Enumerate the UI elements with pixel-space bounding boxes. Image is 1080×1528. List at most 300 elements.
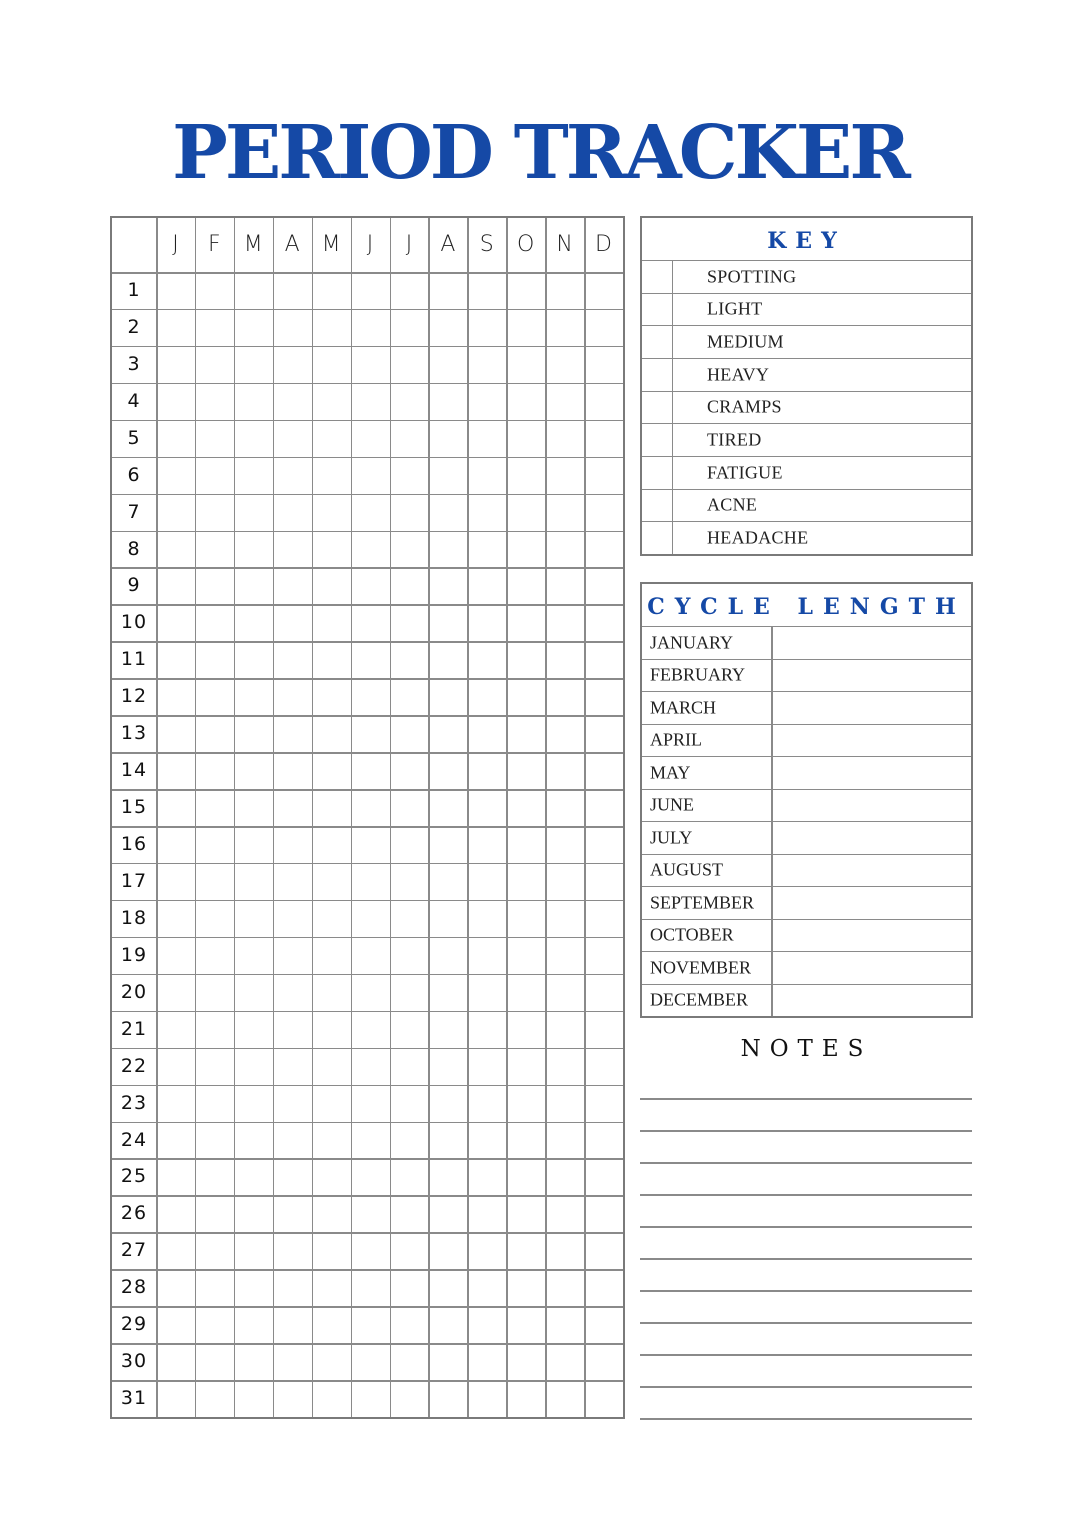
note-line[interactable] (640, 1098, 972, 1100)
tracker-cell[interactable] (391, 347, 428, 382)
tracker-cell[interactable] (469, 347, 506, 382)
tracker-cell[interactable] (158, 569, 195, 604)
tracker-cell[interactable] (235, 421, 272, 456)
tracker-cell[interactable] (469, 1234, 506, 1269)
tracker-cell[interactable] (391, 606, 428, 641)
tracker-cell[interactable] (586, 1308, 623, 1343)
tracker-cell[interactable] (430, 643, 467, 678)
tracker-cell[interactable] (274, 754, 311, 789)
tracker-cell[interactable] (313, 1012, 350, 1047)
tracker-cell[interactable] (352, 1123, 389, 1158)
tracker-cell[interactable] (352, 938, 389, 973)
tracker-cell[interactable] (274, 1049, 311, 1084)
key-color-swatch[interactable] (642, 392, 673, 424)
tracker-cell[interactable] (547, 1160, 584, 1195)
tracker-cell[interactable] (313, 606, 350, 641)
tracker-cell[interactable] (158, 791, 195, 826)
tracker-cell[interactable] (547, 274, 584, 309)
tracker-cell[interactable] (313, 1345, 350, 1380)
tracker-cell[interactable] (469, 754, 506, 789)
tracker-cell[interactable] (508, 754, 545, 789)
tracker-cell[interactable] (235, 717, 272, 752)
cycle-length-value-cell[interactable] (773, 790, 971, 822)
tracker-cell[interactable] (274, 1197, 311, 1232)
tracker-cell[interactable] (586, 828, 623, 863)
key-color-swatch[interactable] (642, 424, 673, 456)
tracker-cell[interactable] (430, 384, 467, 419)
tracker-cell[interactable] (352, 791, 389, 826)
note-line[interactable] (640, 1130, 972, 1132)
tracker-cell[interactable] (430, 347, 467, 382)
tracker-cell[interactable] (391, 1049, 428, 1084)
tracker-cell[interactable] (391, 1197, 428, 1232)
tracker-cell[interactable] (196, 347, 233, 382)
tracker-cell[interactable] (586, 901, 623, 936)
tracker-cell[interactable] (508, 1234, 545, 1269)
tracker-cell[interactable] (196, 606, 233, 641)
tracker-cell[interactable] (547, 606, 584, 641)
tracker-cell[interactable] (235, 495, 272, 530)
tracker-cell[interactable] (586, 643, 623, 678)
tracker-cell[interactable] (547, 1123, 584, 1158)
tracker-cell[interactable] (469, 1086, 506, 1121)
key-color-swatch[interactable] (642, 359, 673, 391)
tracker-cell[interactable] (196, 1086, 233, 1121)
tracker-cell[interactable] (235, 643, 272, 678)
tracker-cell[interactable] (508, 1382, 545, 1417)
tracker-cell[interactable] (430, 791, 467, 826)
cycle-length-value-cell[interactable] (773, 660, 971, 692)
tracker-cell[interactable] (352, 310, 389, 345)
tracker-cell[interactable] (391, 1382, 428, 1417)
tracker-cell[interactable] (547, 1086, 584, 1121)
tracker-cell[interactable] (508, 938, 545, 973)
tracker-cell[interactable] (508, 532, 545, 567)
tracker-cell[interactable] (430, 680, 467, 715)
tracker-cell[interactable] (391, 1308, 428, 1343)
tracker-cell[interactable] (391, 938, 428, 973)
tracker-cell[interactable] (469, 1049, 506, 1084)
tracker-cell[interactable] (196, 864, 233, 899)
tracker-cell[interactable] (235, 901, 272, 936)
tracker-cell[interactable] (196, 310, 233, 345)
tracker-cell[interactable] (391, 1234, 428, 1269)
note-line[interactable] (640, 1194, 972, 1196)
tracker-cell[interactable] (313, 901, 350, 936)
tracker-cell[interactable] (235, 1123, 272, 1158)
tracker-cell[interactable] (430, 901, 467, 936)
tracker-cell[interactable] (508, 864, 545, 899)
tracker-cell[interactable] (430, 1271, 467, 1306)
tracker-cell[interactable] (469, 274, 506, 309)
tracker-cell[interactable] (469, 791, 506, 826)
tracker-cell[interactable] (196, 938, 233, 973)
tracker-cell[interactable] (313, 384, 350, 419)
tracker-cell[interactable] (352, 1271, 389, 1306)
tracker-cell[interactable] (547, 864, 584, 899)
tracker-cell[interactable] (158, 975, 195, 1010)
tracker-cell[interactable] (430, 1308, 467, 1343)
tracker-cell[interactable] (196, 975, 233, 1010)
tracker-cell[interactable] (352, 421, 389, 456)
tracker-cell[interactable] (391, 495, 428, 530)
cycle-length-value-cell[interactable] (773, 757, 971, 789)
tracker-cell[interactable] (586, 1345, 623, 1380)
tracker-cell[interactable] (274, 347, 311, 382)
tracker-cell[interactable] (391, 532, 428, 567)
tracker-cell[interactable] (313, 717, 350, 752)
key-color-swatch[interactable] (642, 490, 673, 522)
tracker-cell[interactable] (158, 1049, 195, 1084)
tracker-cell[interactable] (196, 717, 233, 752)
tracker-cell[interactable] (469, 864, 506, 899)
tracker-cell[interactable] (508, 1123, 545, 1158)
tracker-cell[interactable] (274, 384, 311, 419)
tracker-cell[interactable] (508, 569, 545, 604)
tracker-cell[interactable] (469, 717, 506, 752)
tracker-cell[interactable] (313, 1271, 350, 1306)
tracker-cell[interactable] (430, 1234, 467, 1269)
tracker-cell[interactable] (274, 1086, 311, 1121)
tracker-cell[interactable] (508, 680, 545, 715)
tracker-cell[interactable] (547, 347, 584, 382)
tracker-cell[interactable] (158, 347, 195, 382)
tracker-cell[interactable] (508, 1197, 545, 1232)
tracker-cell[interactable] (430, 1049, 467, 1084)
note-line[interactable] (640, 1226, 972, 1228)
tracker-cell[interactable] (508, 274, 545, 309)
tracker-cell[interactable] (158, 1123, 195, 1158)
tracker-cell[interactable] (430, 274, 467, 309)
tracker-cell[interactable] (469, 1197, 506, 1232)
tracker-cell[interactable] (313, 864, 350, 899)
tracker-cell[interactable] (313, 643, 350, 678)
tracker-cell[interactable] (196, 1012, 233, 1047)
tracker-cell[interactable] (352, 1308, 389, 1343)
tracker-cell[interactable] (430, 532, 467, 567)
tracker-cell[interactable] (547, 310, 584, 345)
tracker-cell[interactable] (352, 1049, 389, 1084)
tracker-cell[interactable] (274, 1160, 311, 1195)
tracker-cell[interactable] (235, 384, 272, 419)
tracker-cell[interactable] (391, 1012, 428, 1047)
cycle-length-value-cell[interactable] (773, 855, 971, 887)
tracker-cell[interactable] (274, 938, 311, 973)
tracker-cell[interactable] (158, 1271, 195, 1306)
tracker-cell[interactable] (430, 606, 467, 641)
tracker-cell[interactable] (547, 1345, 584, 1380)
tracker-cell[interactable] (158, 1234, 195, 1269)
tracker-cell[interactable] (196, 1197, 233, 1232)
note-line[interactable] (640, 1258, 972, 1260)
tracker-cell[interactable] (235, 1382, 272, 1417)
tracker-cell[interactable] (547, 421, 584, 456)
tracker-cell[interactable] (158, 421, 195, 456)
tracker-cell[interactable] (391, 1345, 428, 1380)
tracker-cell[interactable] (508, 310, 545, 345)
tracker-cell[interactable] (158, 1382, 195, 1417)
tracker-cell[interactable] (430, 828, 467, 863)
tracker-cell[interactable] (469, 1012, 506, 1047)
tracker-cell[interactable] (508, 495, 545, 530)
tracker-cell[interactable] (508, 1271, 545, 1306)
tracker-cell[interactable] (158, 680, 195, 715)
tracker-cell[interactable] (508, 1086, 545, 1121)
tracker-cell[interactable] (352, 569, 389, 604)
tracker-cell[interactable] (158, 828, 195, 863)
tracker-cell[interactable] (469, 1382, 506, 1417)
tracker-cell[interactable] (235, 458, 272, 493)
tracker-cell[interactable] (430, 1123, 467, 1158)
tracker-cell[interactable] (274, 901, 311, 936)
tracker-cell[interactable] (158, 532, 195, 567)
tracker-cell[interactable] (274, 975, 311, 1010)
tracker-cell[interactable] (313, 1049, 350, 1084)
tracker-cell[interactable] (586, 1271, 623, 1306)
tracker-cell[interactable] (274, 643, 311, 678)
tracker-cell[interactable] (391, 901, 428, 936)
tracker-cell[interactable] (508, 791, 545, 826)
tracker-cell[interactable] (430, 754, 467, 789)
tracker-cell[interactable] (547, 1382, 584, 1417)
tracker-cell[interactable] (469, 1160, 506, 1195)
tracker-cell[interactable] (469, 606, 506, 641)
tracker-cell[interactable] (313, 975, 350, 1010)
tracker-cell[interactable] (196, 1271, 233, 1306)
tracker-cell[interactable] (352, 1382, 389, 1417)
tracker-cell[interactable] (469, 458, 506, 493)
tracker-cell[interactable] (313, 828, 350, 863)
tracker-cell[interactable] (586, 754, 623, 789)
tracker-cell[interactable] (235, 1012, 272, 1047)
tracker-cell[interactable] (235, 975, 272, 1010)
tracker-cell[interactable] (274, 1271, 311, 1306)
tracker-cell[interactable] (430, 1345, 467, 1380)
tracker-cell[interactable] (391, 569, 428, 604)
tracker-cell[interactable] (352, 1160, 389, 1195)
tracker-cell[interactable] (391, 791, 428, 826)
tracker-cell[interactable] (235, 1234, 272, 1269)
cycle-length-value-cell[interactable] (773, 692, 971, 724)
tracker-cell[interactable] (196, 421, 233, 456)
tracker-cell[interactable] (274, 274, 311, 309)
tracker-cell[interactable] (586, 532, 623, 567)
tracker-cell[interactable] (391, 310, 428, 345)
tracker-cell[interactable] (391, 458, 428, 493)
tracker-cell[interactable] (274, 495, 311, 530)
tracker-cell[interactable] (469, 569, 506, 604)
tracker-cell[interactable] (352, 458, 389, 493)
note-line[interactable] (640, 1354, 972, 1356)
note-line[interactable] (640, 1322, 972, 1324)
tracker-cell[interactable] (352, 1345, 389, 1380)
tracker-cell[interactable] (158, 310, 195, 345)
tracker-cell[interactable] (391, 864, 428, 899)
tracker-cell[interactable] (469, 1271, 506, 1306)
cycle-length-value-cell[interactable] (773, 725, 971, 757)
cycle-length-value-cell[interactable] (773, 627, 971, 659)
tracker-cell[interactable] (158, 1160, 195, 1195)
tracker-cell[interactable] (352, 606, 389, 641)
tracker-cell[interactable] (352, 274, 389, 309)
tracker-cell[interactable] (196, 680, 233, 715)
tracker-cell[interactable] (391, 1123, 428, 1158)
tracker-cell[interactable] (430, 458, 467, 493)
tracker-cell[interactable] (586, 864, 623, 899)
tracker-cell[interactable] (586, 384, 623, 419)
tracker-cell[interactable] (586, 347, 623, 382)
tracker-cell[interactable] (430, 938, 467, 973)
tracker-cell[interactable] (196, 643, 233, 678)
tracker-cell[interactable] (274, 1308, 311, 1343)
tracker-cell[interactable] (196, 791, 233, 826)
tracker-cell[interactable] (196, 569, 233, 604)
tracker-cell[interactable] (313, 754, 350, 789)
tracker-cell[interactable] (586, 1012, 623, 1047)
key-color-swatch[interactable] (642, 261, 673, 293)
cycle-length-value-cell[interactable] (773, 822, 971, 854)
tracker-cell[interactable] (235, 1271, 272, 1306)
key-color-swatch[interactable] (642, 522, 673, 554)
tracker-cell[interactable] (274, 717, 311, 752)
tracker-cell[interactable] (235, 791, 272, 826)
tracker-cell[interactable] (158, 1086, 195, 1121)
tracker-cell[interactable] (158, 717, 195, 752)
tracker-cell[interactable] (274, 1123, 311, 1158)
tracker-cell[interactable] (508, 421, 545, 456)
tracker-cell[interactable] (313, 458, 350, 493)
tracker-cell[interactable] (352, 1012, 389, 1047)
tracker-cell[interactable] (235, 1308, 272, 1343)
tracker-cell[interactable] (469, 532, 506, 567)
tracker-cell[interactable] (313, 1160, 350, 1195)
tracker-cell[interactable] (235, 1086, 272, 1121)
tracker-cell[interactable] (158, 643, 195, 678)
tracker-cell[interactable] (352, 754, 389, 789)
tracker-cell[interactable] (430, 1012, 467, 1047)
tracker-cell[interactable] (196, 384, 233, 419)
tracker-cell[interactable] (196, 1382, 233, 1417)
tracker-cell[interactable] (508, 458, 545, 493)
tracker-cell[interactable] (352, 901, 389, 936)
tracker-cell[interactable] (274, 606, 311, 641)
tracker-cell[interactable] (274, 458, 311, 493)
tracker-cell[interactable] (430, 310, 467, 345)
tracker-cell[interactable] (235, 1049, 272, 1084)
tracker-cell[interactable] (430, 1160, 467, 1195)
tracker-cell[interactable] (547, 717, 584, 752)
tracker-cell[interactable] (547, 680, 584, 715)
tracker-cell[interactable] (547, 901, 584, 936)
tracker-cell[interactable] (508, 901, 545, 936)
tracker-cell[interactable] (158, 938, 195, 973)
tracker-cell[interactable] (586, 458, 623, 493)
tracker-cell[interactable] (430, 975, 467, 1010)
tracker-cell[interactable] (430, 1382, 467, 1417)
tracker-cell[interactable] (352, 680, 389, 715)
tracker-cell[interactable] (508, 1345, 545, 1380)
tracker-cell[interactable] (586, 938, 623, 973)
cycle-length-value-cell[interactable] (773, 952, 971, 984)
tracker-cell[interactable] (391, 1086, 428, 1121)
tracker-cell[interactable] (508, 1049, 545, 1084)
tracker-cell[interactable] (313, 532, 350, 567)
tracker-cell[interactable] (313, 310, 350, 345)
tracker-cell[interactable] (469, 310, 506, 345)
tracker-cell[interactable] (274, 569, 311, 604)
tracker-cell[interactable] (547, 975, 584, 1010)
tracker-cell[interactable] (586, 1160, 623, 1195)
tracker-cell[interactable] (469, 1345, 506, 1380)
tracker-cell[interactable] (547, 791, 584, 826)
tracker-cell[interactable] (547, 1197, 584, 1232)
tracker-cell[interactable] (274, 864, 311, 899)
tracker-cell[interactable] (196, 458, 233, 493)
tracker-cell[interactable] (158, 606, 195, 641)
tracker-cell[interactable] (158, 495, 195, 530)
tracker-cell[interactable] (508, 975, 545, 1010)
tracker-cell[interactable] (196, 1234, 233, 1269)
tracker-cell[interactable] (469, 901, 506, 936)
tracker-cell[interactable] (469, 384, 506, 419)
tracker-cell[interactable] (508, 606, 545, 641)
tracker-cell[interactable] (586, 975, 623, 1010)
tracker-cell[interactable] (391, 717, 428, 752)
tracker-cell[interactable] (274, 1382, 311, 1417)
tracker-cell[interactable] (508, 347, 545, 382)
tracker-cell[interactable] (586, 495, 623, 530)
tracker-cell[interactable] (352, 1197, 389, 1232)
tracker-cell[interactable] (586, 717, 623, 752)
tracker-cell[interactable] (235, 606, 272, 641)
tracker-cell[interactable] (547, 754, 584, 789)
tracker-cell[interactable] (313, 274, 350, 309)
tracker-cell[interactable] (547, 384, 584, 419)
tracker-cell[interactable] (352, 347, 389, 382)
tracker-cell[interactable] (274, 310, 311, 345)
tracker-cell[interactable] (196, 754, 233, 789)
tracker-cell[interactable] (235, 347, 272, 382)
tracker-cell[interactable] (158, 1012, 195, 1047)
tracker-cell[interactable] (469, 421, 506, 456)
tracker-cell[interactable] (235, 569, 272, 604)
tracker-cell[interactable] (313, 1382, 350, 1417)
tracker-cell[interactable] (508, 1160, 545, 1195)
tracker-cell[interactable] (352, 975, 389, 1010)
tracker-cell[interactable] (469, 1308, 506, 1343)
tracker-cell[interactable] (158, 458, 195, 493)
tracker-cell[interactable] (158, 1197, 195, 1232)
tracker-cell[interactable] (430, 569, 467, 604)
tracker-cell[interactable] (196, 495, 233, 530)
tracker-cell[interactable] (430, 1086, 467, 1121)
tracker-cell[interactable] (547, 1308, 584, 1343)
cycle-length-value-cell[interactable] (773, 887, 971, 919)
tracker-cell[interactable] (235, 310, 272, 345)
tracker-cell[interactable] (158, 901, 195, 936)
tracker-cell[interactable] (586, 791, 623, 826)
tracker-cell[interactable] (235, 1160, 272, 1195)
tracker-cell[interactable] (469, 680, 506, 715)
tracker-cell[interactable] (508, 717, 545, 752)
tracker-cell[interactable] (430, 421, 467, 456)
tracker-cell[interactable] (235, 864, 272, 899)
tracker-cell[interactable] (274, 828, 311, 863)
tracker-cell[interactable] (547, 643, 584, 678)
tracker-cell[interactable] (547, 1012, 584, 1047)
tracker-cell[interactable] (391, 1160, 428, 1195)
tracker-cell[interactable] (235, 680, 272, 715)
